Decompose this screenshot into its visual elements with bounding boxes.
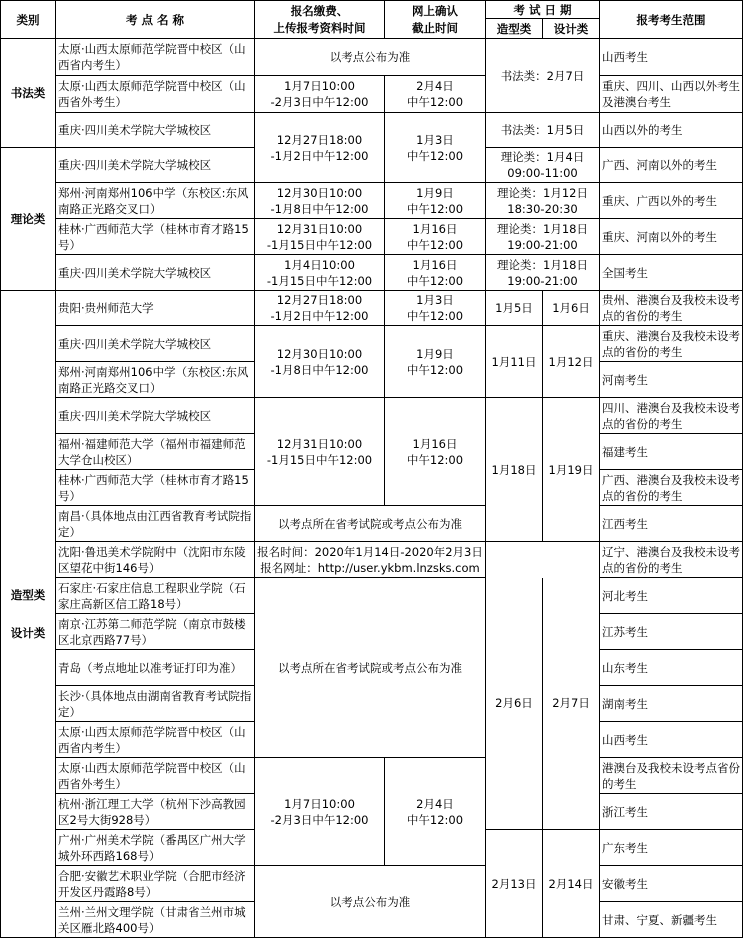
site-cell: 桂林·广西师范大学（桂林市育才路15号） (56, 219, 255, 255)
registration-cell: 12月31日10:00 -1月15日中午12:00 (255, 219, 385, 255)
scope-cell: 广西、港澳台及我校未设考点的省份的考生 (600, 470, 743, 506)
modeling-date-cell: 2月6日 (486, 578, 543, 830)
site-cell: 桂林·广西师范大学（桂林市育才路15号） (56, 470, 255, 506)
header-registration-time: 报名缴费、 上传报考资料时间 (255, 1, 385, 39)
site-cell: 太原·山西太原师范学院晋中校区（山西省外考生） (56, 76, 255, 113)
scope-cell: 辽宁、港澳台及我校未设考点的省份的考生 (600, 542, 743, 578)
registration-cell: 以考点所在省考试院或考点公布为准 (255, 578, 486, 758)
site-cell: 郑州·河南郑州106中学（东校区:东风南路正光路交叉口） (56, 183, 255, 219)
scope-cell: 河北考生 (600, 578, 743, 614)
site-cell: 重庆·四川美术学院大学城校区 (56, 148, 255, 183)
exam-date-cell: 书法类：1月5日 (486, 113, 600, 148)
header-modeling: 造型类 (486, 19, 543, 39)
confirm-cell: 2月4日 中午12:00 (385, 76, 486, 113)
registration-cell: 1月7日10:00 -2月3日中午12:00 (255, 76, 385, 113)
registration-time-text: 报名时间：2020年1月14日-2020年2月3日 (257, 544, 483, 559)
modeling-date-cell: 1月11日 (486, 326, 543, 398)
scope-cell: 福建考生 (600, 434, 743, 470)
registration-cell: 1月7日10:00 -2月3日中午12:00 (255, 758, 385, 866)
design-date-cell: 2月7日 (543, 578, 600, 830)
site-cell: 太原·山西太原师范学院晋中校区（山西省内考生） (56, 39, 255, 76)
registration-cell: 12月31日10:00 -1月15日中午12:00 (255, 398, 385, 506)
site-cell: 贵阳·贵州师范大学 (56, 291, 255, 326)
design-date-cell: 2月14日 (543, 830, 600, 938)
site-cell: 重庆·四川美术学院大学城校区 (56, 398, 255, 434)
confirm-cell: 1月16日 中午12:00 (385, 255, 486, 291)
site-cell: 太原·山西太原师范学院晋中校区（山西省内考生） (56, 722, 255, 758)
registration-url-link[interactable]: 报名网址：http://user.ykbm.lnzsks.com (260, 560, 480, 575)
site-cell: 南昌·（具体地点由江西省教育考试院指定） (56, 506, 255, 542)
registration-cell: 以考点公布为准 (255, 39, 486, 76)
scope-cell: 山东考生 (600, 650, 743, 686)
site-cell: 广州·广州美术学院（番禺区广州大学城外环西路168号） (56, 830, 255, 866)
registration-cell: 12月27日18:00 -1月2日中午12:00 (255, 291, 385, 326)
header-online-confirm: 网上确认 截止时间 (385, 1, 486, 39)
category-theory: 理论类 (1, 148, 56, 291)
modeling-date-cell: 1月18日 (486, 398, 543, 542)
registration-cell: 以考点所在省考试院或考点公布为准 (255, 506, 486, 542)
category-calligraphy: 书法类 (1, 39, 56, 148)
scope-cell: 安徽考生 (600, 866, 743, 902)
site-cell: 福州·福建师范大学（福州市福建师范大学仓山校区） (56, 434, 255, 470)
scope-cell: 贵州、港澳台及我校未设考点的省份的考生 (600, 291, 743, 326)
site-cell: 重庆·四川美术学院大学城校区 (56, 255, 255, 291)
site-cell: 青岛（考点地址以准考证打印为准） (56, 650, 255, 686)
scope-cell: 河南考生 (600, 362, 743, 398)
site-cell: 石家庄·石家庄信息工程职业学院（石家庄高新区信工路18号） (56, 578, 255, 614)
registration-info-cell (255, 542, 486, 578)
category-art-design (1, 291, 56, 938)
site-cell: 合肥·安徽艺术职业学院（合肥市经济开发区丹霞路8号） (56, 866, 255, 902)
scope-cell: 湖南考生 (600, 686, 743, 722)
registration-cell: 12月30日10:00 -1月8日中午12:00 (255, 183, 385, 219)
scope-cell: 广东考生 (600, 830, 743, 866)
exam-date-cell: 理论类：1月18日 19:00-21:00 (486, 219, 600, 255)
scope-cell: 江西考生 (600, 506, 743, 542)
site-cell: 重庆·四川美术学院大学城校区 (56, 326, 255, 362)
exam-date-cell (486, 542, 600, 578)
scope-cell: 江苏考生 (600, 614, 743, 650)
confirm-cell: 1月3日 中午12:00 (385, 291, 486, 326)
site-cell: 长沙·（具体地点由湖南省教育考试院指定） (56, 686, 255, 722)
site-cell: 郑州·河南郑州106中学（东校区:东风南路正光路交叉口） (56, 362, 255, 398)
exam-date-cell: 理论类：1月12日 18:30-20:30 (486, 183, 600, 219)
site-cell: 南京·江苏第二师范学院（南京市鼓楼区北京西路77号） (56, 614, 255, 650)
site-cell: 沈阳·鲁迅美术学院附中（沈阳市东陵区望花中街146号） (56, 542, 255, 578)
header-design: 设计类 (543, 19, 600, 39)
modeling-date-cell: 2月13日 (486, 830, 543, 938)
confirm-cell: 1月9日 中午12:00 (385, 326, 486, 398)
scope-cell: 山西考生 (600, 39, 743, 76)
site-cell: 兰州·兰州文理学院（甘肃省兰州市城关区雁北路400号） (56, 902, 255, 938)
scope-cell: 四川、港澳台及我校未设考点的省份的考生 (600, 398, 743, 434)
confirm-cell: 1月9日 中午12:00 (385, 183, 486, 219)
registration-cell: 以考点公布为准 (255, 866, 486, 938)
confirm-cell: 1月3日 中午12:00 (385, 113, 486, 183)
design-date-cell: 1月19日 (543, 398, 600, 542)
header-exam-date: 考 试 日 期 (486, 1, 600, 19)
scope-cell: 甘肃、宁夏、新疆考生 (600, 902, 743, 938)
confirm-cell: 1月16日 中午12:00 (385, 219, 486, 255)
modeling-date-cell: 1月5日 (486, 291, 543, 326)
scope-cell: 山西考生 (600, 722, 743, 758)
exam-date-cell: 理论类：1月4日 09:00-11:00 (486, 148, 600, 183)
category-modeling: 造型类 (10, 588, 46, 602)
header-scope: 报考考生范围 (600, 1, 743, 39)
scope-cell: 浙江考生 (600, 794, 743, 830)
registration-cell: 12月27日18:00 -1月2日中午12:00 (255, 113, 385, 183)
scope-cell: 重庆、四川、山西以外考生及港澳台考生 (600, 76, 743, 113)
registration-cell: 1月4日10:00 -1月15日中午12:00 (255, 255, 385, 291)
scope-cell: 全国考生 (600, 255, 743, 291)
design-date-cell: 1月12日 (543, 326, 600, 398)
scope-cell: 重庆、河南以外的考生 (600, 219, 743, 255)
category-design: 设计类 (10, 626, 46, 640)
scope-cell: 港澳台及我校未设考点省份的考生 (600, 758, 743, 794)
scope-cell: 广西、河南以外的考生 (600, 148, 743, 183)
site-cell: 重庆·四川美术学院大学城校区 (56, 113, 255, 148)
exam-date-cell: 理论类：1月18日 19:00-21:00 (486, 255, 600, 291)
registration-cell: 12月30日10:00 -1月8日中午12:00 (255, 326, 385, 398)
scope-cell: 重庆、港澳台及我校未设考点的省份的考生 (600, 326, 743, 362)
scope-cell: 重庆、广西以外的考生 (600, 183, 743, 219)
site-cell: 杭州·浙江理工大学（杭州下沙高教园区2号大街928号） (56, 794, 255, 830)
scope-cell: 山西以外的考生 (600, 113, 743, 148)
exam-date-cell: 书法类：2月7日 (486, 39, 600, 113)
site-cell: 太原·山西太原师范学院晋中校区（山西省外考生） (56, 758, 255, 794)
header-category: 类别 (1, 1, 56, 39)
confirm-cell: 1月16日 中午12:00 (385, 398, 486, 506)
design-date-cell: 1月6日 (543, 291, 600, 326)
header-site-name: 考 点 名 称 (56, 1, 255, 39)
confirm-cell: 2月4日 中午12:00 (385, 758, 486, 866)
